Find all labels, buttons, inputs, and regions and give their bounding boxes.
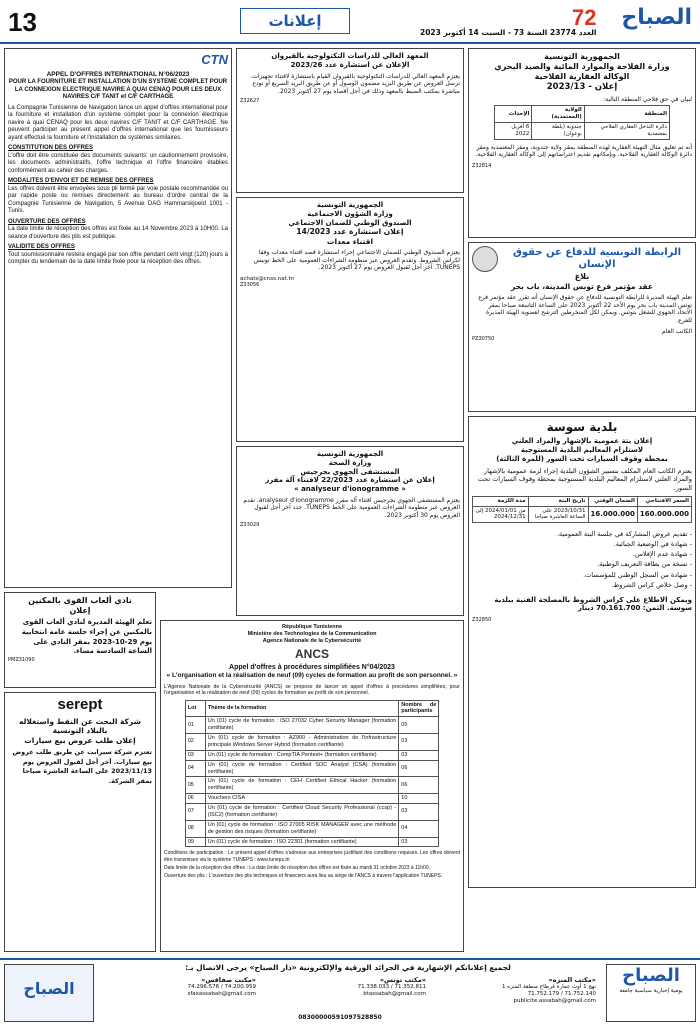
footer-office [430,976,596,1005]
ctn-subtitle: POUR LA FOURNITURE ET INSTALLATION D'UN SYSTEME COMPLET POUR LA CONNEXION ELECTRIQUE NAVIRE A QUAI CENAQ POUR LES DEUX NAVIRES C/F TANIT et C/F CARTHAGE [8,79,228,101]
table-row [185,837,439,847]
table-header: الضمان الوقتي [588,496,637,506]
agri-table [494,105,670,140]
table-cell: 09 [185,837,205,847]
ligue-org: الرابطة التونسية للدفاع عن حقوق الإنسان [512,246,682,270]
table-cell: 08 [185,820,205,837]
footer-rib: 08300000591097528850 [298,1014,382,1021]
ad-heading: وزارة الصحة [328,458,372,467]
table-cell: Un (01) cycle de formation : ISO 27032 Cyber Security Manager (formation certifiante) [205,717,399,734]
ctn-title: APPEL D'OFFRES INTERNATIONAL N°06/2023 [46,71,190,79]
ad-subtitle: لاستلزام المعاليم البلدية المستوجبة [520,445,644,454]
ad-heading: الصندوق الوطني للضمان الاجتماعي [288,218,412,227]
ad-health [236,446,464,616]
table-header: تاريخ البتة [528,496,588,506]
ad-body: تعلم الهيئة المديرة للرابطة التونسية للدفاع عن حقوق الإنسان أنه تقرر عقد مؤتمر فرع تونس المدينة باب بحر يوم الأحد 22 أكتوبر 2023 على الساعة التاسعة صباحا بمقر الاتحاد الجهوي للشغل بتونس. ويمكن لكل المنخرطين الترشح لعضوية الهيئة المديرة للفرع. [478,294,692,324]
ad-ligue [468,242,696,412]
ad-ancs [160,620,464,952]
table-cell: 02 [185,734,205,751]
ad-ref: PZ30750 [472,335,495,342]
ad-heading: République Tunisienne [281,624,343,630]
ad-heading: وزارة الشؤون الاجتماعية [307,209,393,218]
table-cell: 06 [399,777,439,794]
ad-ref: Z33029 [240,522,260,529]
ad-body: La Compagnie Tunisienne de Navigation lance un appel d'offres international pour la fourniture et installation d'un système complet pour la connexion électrique navire à quai CENAQ pour les deux navires C/F TANIT et C/F CARTHAGE. Ne peuvent participer au présent appel d'offres international que les fournisseurs ayant effectué la fourniture et l'installation de systèmes similaires. [8,104,228,141]
table-cell: جندوبة (بلطة بوعوان) [532,122,584,139]
table-cell: 01 [185,717,205,734]
ad-body: يعتزم المعهد العالي للدراسات التكنولوجية بالقيروان القيام باستشارة لاقتناء تجهيزات. ترسل العروض عن طريق البريد مضمون الوصول أو عن طريق البريد السريع أو تودع مباشرة بمكتب الضبط بالمعهد وذلك في أجل أقصاه يوم 27 أكتوبر 2023. [250,72,460,95]
ad-ctn [4,48,232,588]
ad-heading: Agence Nationale de la Cybersécurité [262,637,362,644]
table-cell: 05 [185,777,205,794]
ad-heading: وزارة الفلاحة والموارد المائية والصيد البحري [494,62,670,71]
ad-body: L'offre doit être constituée des documents suivants: un cautionnement provisoire, les documents administratifs, l'offre technique et l'offre financière établies conformément au cahier des charges. [8,152,228,174]
ad-heading: اقتناء معدات [326,236,374,246]
office-email[interactable]: btassabah@gmail.com [363,991,426,997]
table-header: السعر الافتتاحي [637,496,691,506]
office-phone: 71.752.179 / 71.752.140 [527,991,596,997]
table-row [185,750,439,760]
table-row [185,777,439,794]
ad-heading: إعلان عن استشارة عدد 22/2023 لاقتناء آلة مفرز [265,476,435,485]
ancs-title: Appel d'offres à procédures simplifiées N°04/2023 [229,663,395,671]
serept-logo: serept [57,696,103,713]
sousse-notes: - تقديم عروض المشاركة في جلسة البتة العمومية. - شهادة في الوضعية الجبائية. - شهادة عدم الإفلاس. - نسخة من بطاقة التعريف الوطنية. - شهادة من السجل الوطني للمؤسسات. - وصل خلاص كراس الشروط. [556,530,692,589]
ad-signature: الكاتب العام [661,328,692,336]
masthead-text: الصباح [621,5,692,30]
masthead-number: 72 [572,5,597,30]
table-row [185,820,439,837]
sousse-table [472,496,692,524]
office-name: «مكتب تونس» [379,976,426,984]
table-cell: دائرة التدخل العقاري الفلاحي بمعتمدية [584,122,669,139]
page-header [0,0,700,44]
table-cell: 2023/10/31 على الساعة العاشرة صباحا [528,506,588,523]
ad-heading: شركة البحث عن النفط واستغلاله [19,716,141,726]
table-row [185,804,439,821]
table-row [185,717,439,734]
ad-body: تعتزم شركة سيرابت عن طريق طلب عروض بيع سيارات. آخر أجل لقبول العروض يوم 2023/11/13 على الساعة العاشرة صباحا بمقر الشركة. [12,747,152,786]
footer-office [260,976,426,998]
ad-subtitle: عقد مؤتمر فرع تونس المدينة، باب بحر [510,282,654,291]
table-cell: 16.000.000 [588,506,637,523]
footer-office [98,976,256,998]
ad-email: achats@cnss.nat.tn [240,275,295,282]
ad-section-title: CONSTITUTION DES OFFRES [8,145,94,152]
ad-heading: الإعلان عن استشارة عدد 2023/26 [290,60,410,69]
office-email[interactable]: sfaxassabah@gmail.com [187,991,256,997]
table-cell: Un (01) cycle de formation : AZ900 - Administration de l'infrastructure principale Windows Server Hybrid (formation certifiante) [205,734,399,751]
issue-line: العدد 23774 السنة 73 - السبت 14 أكتوبر 2023 [420,28,597,37]
ad-section-title: OUVERTURE DES OFFRES [8,218,86,225]
ad-cnss [236,197,464,442]
table-header: مدة اللزمة [473,496,529,506]
office-address: نهج 1 أوت عمارة قرطاج منطقة المنزه 1 [502,984,596,991]
table-header: المنطقة [584,106,669,123]
section-title: إعلانات [240,8,350,34]
table-cell: 03 [399,734,439,751]
table-header: الولاية (المعتمدية) [532,106,584,123]
ad-body: تعلم الهيئة المديرة لنادي ألعاب القوى بالمكنين عن إجراء جلسة عامة انتخابية يوم 29-10-2023 بمقر النادي على الساعة السادسة مساء. [21,618,152,656]
table-row [185,794,439,804]
footer-logo: الصباح [622,965,680,986]
ad-ref: Z32814 [472,162,492,169]
ad-ref: Z32627 [240,98,260,104]
ad-body: Ouverture des plis : L'ouverture des plis techniques et financiers aura lieu au siège de l'ANCS à travers l'application TUNEPS. [164,873,443,880]
page-number: 13 [8,7,37,37]
page-footer [0,958,700,1025]
ad-body: Tout soumissionnaire restera engagé par son offre pendant cent vingt (120) jours à compter du lendemain de la date limite fixée pour la réception des offres. [8,251,228,266]
footer-slogan: يومية إخبارية سياسية جامعة [619,987,683,994]
ad-heading: إعلان - 2023/13 [546,82,618,92]
table-cell: Un (01) cycle de formation : ISO 27005 RISK MANAGER avec une méthode de gestion des risques (formation certifiante) [205,820,399,837]
table-cell: 03 [399,837,439,847]
table-cell: 03 [399,750,439,760]
ad-body: يعتزم الكاتب العام المكلف بتسيير الشؤون البلدية إجراء لزمة عمومية بالإشهار والمزاد العلني لاستلزام المعاليم البلدية المستوجبة بمحطة وقوف السيارات تحت السور. [477,467,692,492]
ad-serept [4,692,156,952]
office-name: «مكتب صفاقس» [201,976,256,984]
ad-heading: إعلان طلب عروض بيع سيارات [24,735,136,745]
table-cell: Un (01) cycle de formation : CompTIA Pentest+ (formation certifiante) [205,750,399,760]
ctn-logo: CTN [201,52,228,67]
ad-heading: إعلان [69,606,91,615]
table-cell: Un (01) cycle de formation : ISO 22301 (formation certifiante) [205,837,399,847]
table-cell: 04 [399,820,439,837]
table-header: الإحداث [495,106,532,123]
ad-heading: Ministère des Technologies de la Communication [247,630,377,637]
ad-body: Les offres doivent être envoyées sous pli fermé par voie postale recommandée ou par rapide poste ou remises directement au bureau d'ordre central de la Compagnie Tunisienne de Navigation, 5 Avenue DAG Hammarskjoeld 1001 - Tunis. [8,185,228,215]
table-cell: Un (01) cycle de formation : Certified SOC Analyst (CSA) (formation certifiante) [205,760,399,777]
footer-banner: لجميع إعلاناتكم الإشهارية في الجرائد الورقية والإلكترونية «دار الصباح» يرجى الاتصال بـ: [185,963,511,972]
table-cell: 07 [185,804,205,821]
ad-subtitle: إعلان بتة عمومية بالإشهار والمزاد العلني [511,437,653,445]
table-cell: 03 [399,804,439,821]
sousse-title: بلدية سوسة [546,420,618,434]
ad-heading: الوكالة العقارية الفلاحية [534,72,630,81]
ad-heading: بالبلاد التونسية [52,726,108,736]
ad-body: L'Agence Nationale de la Cybersécurité (ANCS) se propose de lancer un appel d'offres à procédures simplifiées, pour l'organisation et la réalisation de neuf (09) cycles de formation au profit de son personnel. [164,683,460,696]
ad-body: Date limite de la réception des offres : La date limite de réception des offres est fixée au mardi 31 octobre 2023 à 11h00. [164,864,430,871]
ad-body: La date limite de réception des offres est fixée au 14 Novembre 2023 à 10H00. La séance d'ouverture des plis est publique. [8,226,228,240]
ad-heading: « analyseur d'ionogramme » [294,485,406,493]
office-email[interactable]: publicite.assabah@gmail.com [513,997,596,1004]
masthead-logo [572,4,692,38]
ancs-logo: ANCS [294,646,329,661]
table-cell: Un (01) cycle de formation : CEH Certified Ethical Hacker (formation certifiante) [205,777,399,794]
table-row [185,760,439,777]
ad-ref: PMZ31090 [8,657,35,664]
table-cell: 05 [399,717,439,734]
table-cell: 160.000.000 [637,506,691,523]
footer-mini-logo-box [4,964,94,1022]
table-cell: 04 [185,760,205,777]
ancs-subtitle: « L'organisation et la réalisation de neuf (09) cycles de formation au profit de son personnel. » [166,672,458,680]
table-cell: 03 [185,750,205,760]
table-cell: 06 [185,794,205,804]
footer-logo-box [606,964,696,1022]
table-header: Nombre de participants [399,700,439,717]
table-header: Thème de la formation [205,700,399,717]
ad-subtitle: بمحطة وقوف السيارات تحت السور (للمرة الثالثة) [496,454,668,463]
office-phone: 71.338.033 / 71.352.811 [357,984,426,991]
ad-heading: إعلان استشارة عدد 14/2023 [296,227,404,237]
ad-section-title: VALIDITE DES OFFRES [8,244,75,251]
ad-body: Conditions de participation : Le présent appel d'offres s'adresse aux entreprises justifiant des conditions requises. Les offres doivent être transmises via le système TUNEPS : www.tuneps.tn [164,850,460,863]
ad-sousse [468,416,696,888]
ad-subtitle: بلاغ [574,272,590,281]
table-header: Lot [185,700,205,717]
ad-heading: المعهد العالي للدراسات التكنولوجية بالقيروان [271,52,429,60]
ad-heading: نادي ألعاب القوى بالمكنين [28,596,132,605]
ad-intro: لبيان في حق فلاحي المنطقة التالية: [603,95,692,103]
ad-ref: Z32850 [472,617,492,624]
table-cell: Vouchers CISA [205,794,399,804]
table-cell: 10 [399,794,439,804]
table-row [185,734,439,751]
ad-heading: الجمهورية التونسية [544,52,620,61]
ad-heading: الجمهورية التونسية [316,201,384,209]
ad-body: يعتزم الصندوق الوطني للضمان الاجتماعي إجراء استشارة قصد اقتناء معدات وفقا لكراس الشروط. وتقدم العروض عبر منظومة الشراءات العمومية على الخط تونبس TUNEPS. آخر أجل لقبول العروض يوم 27 أكتوبر 2023. [253,249,460,271]
office-phone: 74.296.576 / 74.200.959 [187,984,256,991]
ancs-table [185,700,440,848]
office-name: «مكتب المنزه» [548,976,596,984]
ad-body: يعتزم المستشفى الجهوي بجرجيس اقتناء آلة مفرز analyseur d'ionogramme. تقدم العروض عبر منظومة الشراءات العمومية على الخط TUNEPS. حدد آخر أجل لقبول العروض يوم 30 أكتوبر 2023. [243,496,460,519]
ad-club [4,592,156,688]
ligue-logo-icon [472,246,498,272]
ad-section-title: MODALITES D'ENVOI ET DE REMISE DES OFFRES [8,178,154,185]
ad-body: أنه تم تعليق مثال التهيئة العقارية لهذه المنطقة بمقر ولاية جندوبة، ومقر المعتمدية ومقر دائرة الوكالة العقارية الفلاحية. وبإمكانهم تقديم اعتراضاتهم إلى الوكالة العقارية الفلاحية. [475,143,692,159]
table-cell: 06 [399,760,439,777]
ad-ref: Z33056 [240,282,260,289]
table-cell: 6 أفريل 2022 [495,122,532,139]
sousse-footer: ويمكن الاطلاع على كراس الشروط بالمصلحة الفنية ببلدية سوسة. الثمن: 70.161.700 دينار [494,595,692,613]
table-cell: من 2024/01/01 إلى 2024/12/31 [473,506,529,523]
footer-mini-logo: الصباح [23,979,75,998]
ad-heading: المستشفى الجهوي بجرجيس [300,467,400,476]
ad-institute [236,48,464,193]
table-cell: Un (01) cycle de formation : Certified Cloud Security Professional (ccsp) - (ISC2) (formation certifiante) [205,804,399,821]
ad-agriculture [468,48,696,238]
ad-heading: الجمهورية التونسية [316,450,384,458]
